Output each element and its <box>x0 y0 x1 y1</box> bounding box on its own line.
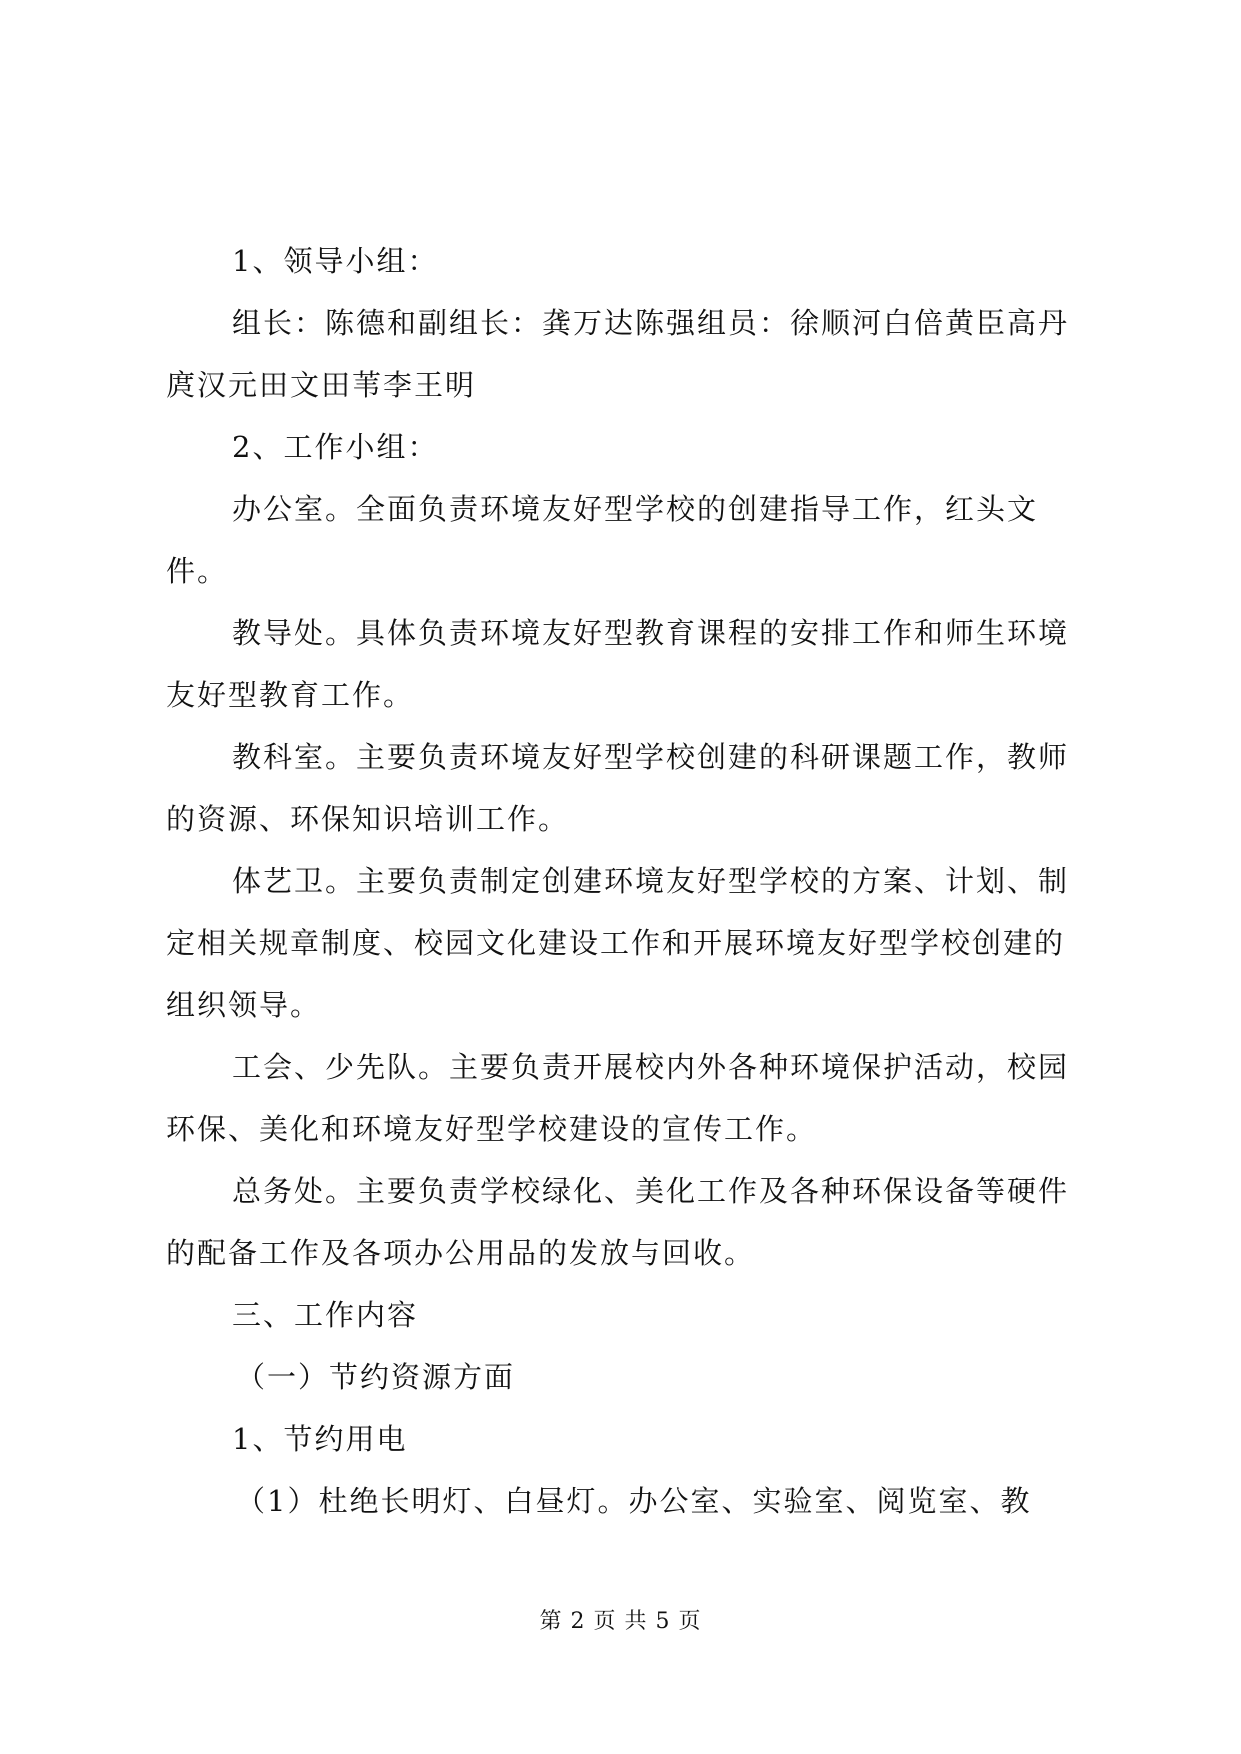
paragraph-office: 办公室。全面负责环境友好型学校的创建指导工作，红头文件。 <box>166 492 1039 588</box>
paragraph-teaching-office: 教导处。具体负责环境友好型教育课程的安排工作和师生环境友好型教育工作。 <box>166 616 1070 712</box>
paragraph-sports-arts-health: 体艺卫。主要负责制定创建环境友好型学校的方案、计划、制定相关规章制度、校园文化建设工作和开展环境友好型学校创建的组织领导。 <box>166 864 1070 1022</box>
page-number-footer: 第 2 页 共 5 页 <box>539 1609 702 1634</box>
paragraph-leader-group-heading: 1、领导小组： <box>232 244 439 278</box>
paragraph-general-affairs: 总务处。主要负责学校绿化、美化工作及各种环保设备等硬件的配备工作及各项办公用品的发放与回收。 <box>166 1174 1070 1270</box>
section-heading-work-content: 三、工作内容 <box>232 1298 419 1332</box>
document-body <box>166 230 1074 1532</box>
subsection-heading-resource-saving: （一）节约资源方面 <box>236 1360 516 1394</box>
paragraph-lights-rule: （1）杜绝长明灯、白昼灯。办公室、实验室、阅览室、教 <box>236 1484 1032 1518</box>
paragraph-union-young-pioneers: 工会、少先队。主要负责开展校内外各种环境保护活动，校园环保、美化和环境友好型学校建设的宣传工作。 <box>166 1050 1070 1146</box>
paragraph-leader-group-members: 组长：陈德和副组长：龚万达陈强组员：徐顺河白倍黄臣高丹庹汉元田文田苇李王明 <box>166 306 1070 402</box>
paragraph-work-group-heading: 2、工作小组： <box>232 430 439 464</box>
item-heading-electricity-saving: 1、节约用电 <box>232 1422 408 1456</box>
paragraph-research-office: 教科室。主要负责环境友好型学校创建的科研课题工作，教师的资源、环保知识培训工作。 <box>166 740 1070 836</box>
